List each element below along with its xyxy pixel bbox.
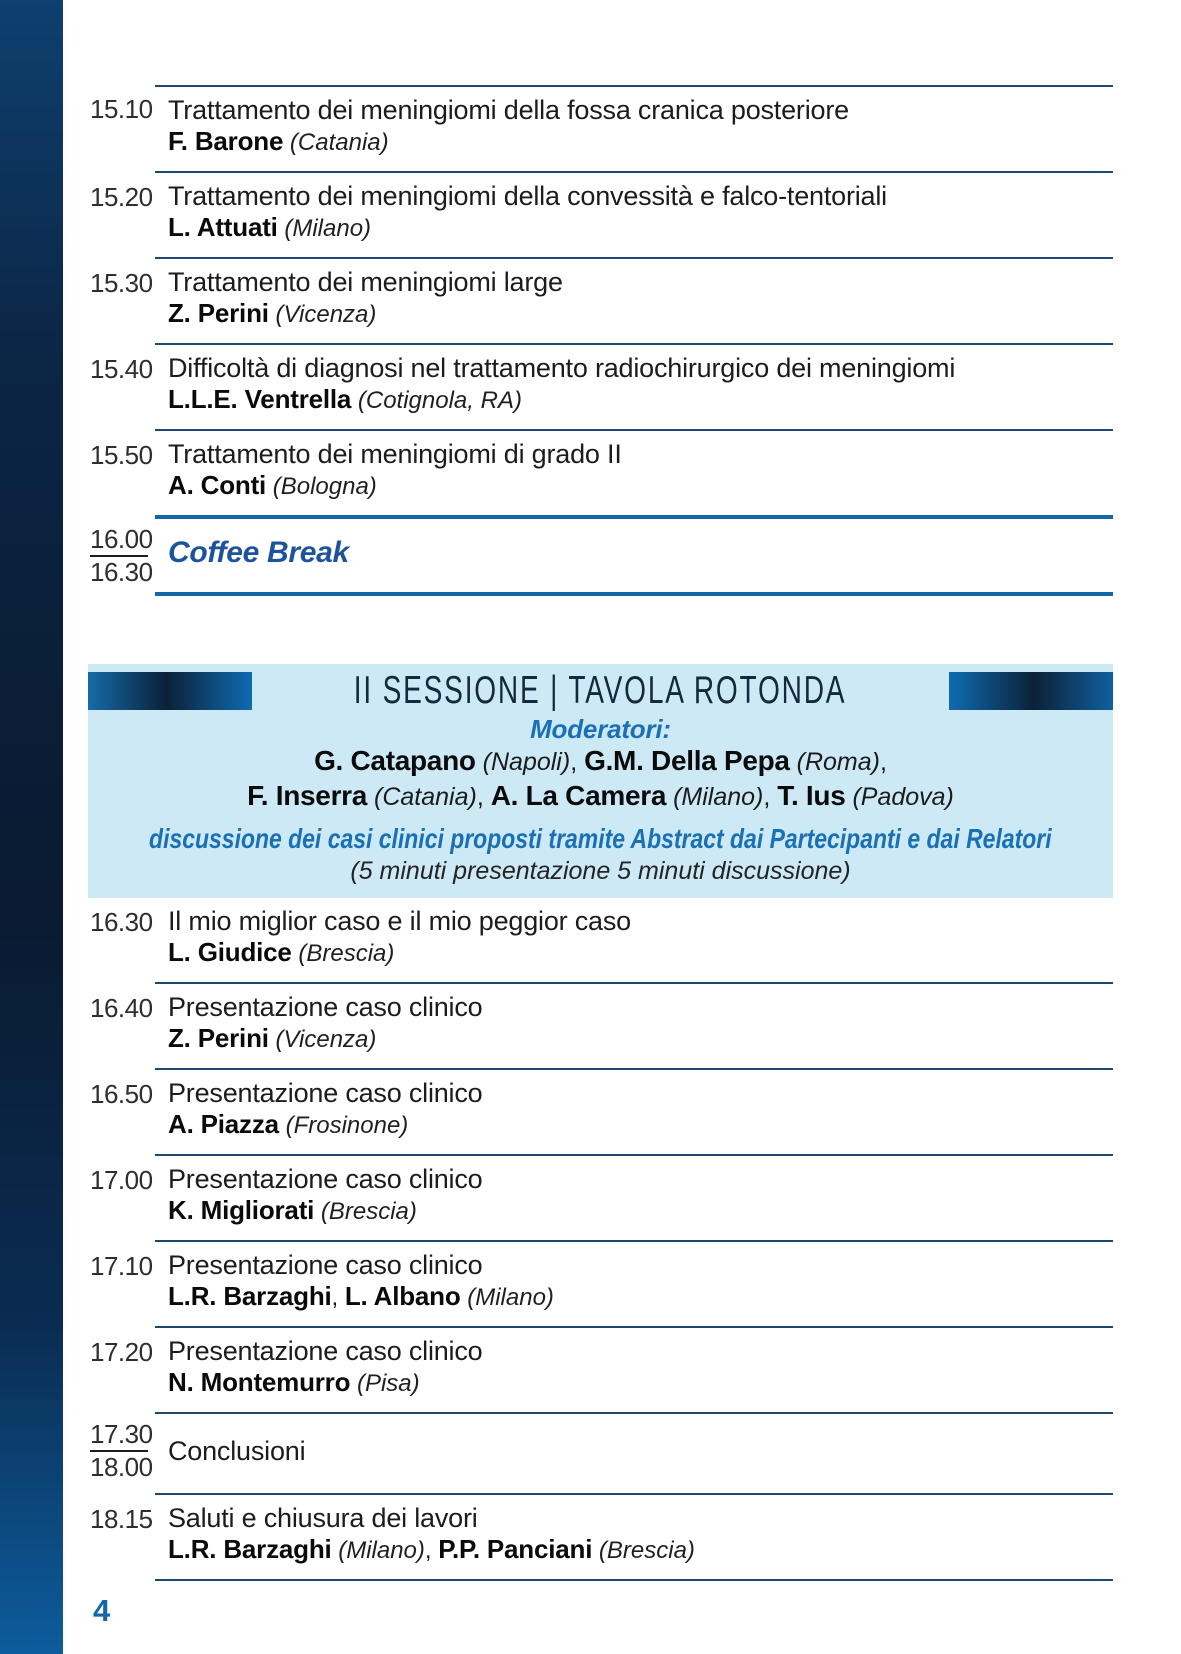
schedule-row xyxy=(90,1070,1113,1156)
session-time: 16.50 xyxy=(90,1079,153,1109)
row-body xyxy=(155,1414,1113,1495)
talk-speakers xyxy=(168,212,1113,244)
moderator-city: (Roma) xyxy=(796,748,880,776)
row-body xyxy=(155,259,1113,345)
time-start: 16.00 xyxy=(90,524,153,554)
speaker-name: L.L.E. Ventrella xyxy=(168,384,352,414)
speaker-name: K. Migliorati xyxy=(168,1195,315,1225)
session-time: 15.40 xyxy=(90,354,153,384)
moderator-city: (Padova) xyxy=(852,783,954,811)
coffee-break-label: Coffee Break xyxy=(168,536,349,569)
schedule-row xyxy=(90,1328,1113,1414)
speaker-name: N. Montemurro xyxy=(168,1367,351,1397)
talk-title: Trattamento dei meningiomi della convessità e falco-tentoriali xyxy=(168,181,887,211)
speaker-city: (Milano) xyxy=(284,215,372,242)
row-body xyxy=(155,85,1113,173)
speaker-name: L.R. Barzaghi xyxy=(168,1534,332,1564)
talk-speakers xyxy=(168,1109,1113,1141)
session-time: 16.30 xyxy=(90,907,153,937)
row-body xyxy=(155,1070,1113,1156)
schedule-row xyxy=(90,1414,1113,1495)
speaker-city: (Brescia) xyxy=(298,940,395,967)
moderator-city: (Catania) xyxy=(374,783,477,811)
talk-title: Conclusioni xyxy=(168,1435,306,1466)
row-body xyxy=(155,898,1113,984)
schedule-row xyxy=(90,1156,1113,1242)
session-title: II SESSIONE | TAVOLA ROTONDA xyxy=(354,669,847,712)
session-time: 16.40 xyxy=(90,993,153,1023)
speaker-city: (Cotignola, RA) xyxy=(357,387,522,414)
moderator-name: T. Ius xyxy=(777,780,846,811)
talk-title: Presentazione caso clinico xyxy=(168,1078,483,1108)
speaker-name: L.R. Barzaghi xyxy=(168,1281,332,1311)
moderator-name: A. La Camera xyxy=(490,780,667,811)
speaker-city: (Brescia) xyxy=(598,1537,695,1564)
moderator-name: F. Inserra xyxy=(247,780,368,811)
row-body xyxy=(155,519,1113,596)
talk-speakers xyxy=(168,298,1113,330)
talk-title: Trattamento dei meningiomi large xyxy=(168,267,563,297)
talk-title: Saluti e chiusura dei lavori xyxy=(168,1503,478,1533)
talk-title: Presentazione caso clinico xyxy=(168,1250,483,1280)
moderators-list xyxy=(88,744,1113,814)
schedule-row xyxy=(90,173,1113,259)
schedule-row xyxy=(90,898,1113,984)
session-panel xyxy=(88,664,1113,898)
schedule-part1 xyxy=(90,85,1113,596)
moderator-name: G.M. Della Pepa xyxy=(584,745,790,776)
row-body xyxy=(155,345,1113,431)
talk-speakers: L.R. Barzaghi, L. Albano (Milano) xyxy=(168,1281,554,1311)
title-bar-left-gradient xyxy=(88,672,252,710)
moderators-label: Moderatori: xyxy=(530,714,671,744)
speaker-city: (Vicenza) xyxy=(275,1026,377,1053)
speaker-city: (Pisa) xyxy=(356,1370,420,1397)
session-description: discussione dei casi clinici proposti tramite Abstract dai Partecipanti e dai Relatori xyxy=(149,823,1052,854)
time-start: 17.30 xyxy=(90,1419,153,1449)
schedule-row xyxy=(90,259,1113,345)
talk-speakers xyxy=(168,937,1113,969)
schedule-row xyxy=(90,519,1113,596)
row-body xyxy=(155,1495,1113,1581)
speaker-city: (Brescia) xyxy=(320,1198,417,1225)
speaker-name: L. Attuati xyxy=(168,212,278,242)
session-title-bar xyxy=(88,669,1113,712)
talk-speakers: L.R. Barzaghi (Milano), P.P. Panciani (Brescia) xyxy=(168,1534,695,1564)
session-time: 18.15 xyxy=(90,1504,153,1534)
speaker-name: A. Conti xyxy=(168,470,267,500)
talk-speakers xyxy=(168,470,1113,502)
speaker-city: (Catania) xyxy=(289,129,389,156)
moderator-name: G. Catapano xyxy=(314,745,476,776)
session-description-wrap xyxy=(88,822,1113,856)
session-time-range xyxy=(90,519,155,596)
moderators-line: F. Inserra (Catania), A. La Camera (Milano), T. Ius (Padova) xyxy=(247,780,954,811)
page-number: 4 xyxy=(93,1593,111,1628)
moderator-city: (Milano) xyxy=(673,783,764,811)
speaker-name: L. Albano xyxy=(344,1281,461,1311)
talk-title: Presentazione caso clinico xyxy=(168,992,483,1022)
speaker-name: A. Piazza xyxy=(168,1109,279,1139)
schedule-row xyxy=(90,1242,1113,1328)
left-accent-bar xyxy=(0,0,63,1654)
session-time: 15.10 xyxy=(90,94,153,124)
page-content xyxy=(63,0,1181,1654)
title-bar-right-gradient xyxy=(949,672,1113,710)
session-note: (5 minuti presentazione 5 minuti discussione) xyxy=(350,857,851,885)
row-body xyxy=(155,984,1113,1070)
session-time-range xyxy=(90,1414,155,1495)
talk-speakers xyxy=(168,1367,1113,1399)
speaker-city: (Milano) xyxy=(467,1284,554,1311)
row-body xyxy=(155,1328,1113,1414)
row-body xyxy=(155,1242,1113,1328)
speaker-name: Z. Perini xyxy=(168,298,269,328)
session-time: 15.20 xyxy=(90,182,153,212)
schedule-row xyxy=(90,85,1113,173)
speaker-name: F. Barone xyxy=(168,126,284,156)
session-time: 15.30 xyxy=(90,268,153,298)
schedule-part2 xyxy=(90,898,1113,1581)
time-end: 18.00 xyxy=(90,1452,153,1482)
talk-title: Presentazione caso clinico xyxy=(168,1336,483,1366)
moderator-city: (Napoli) xyxy=(482,748,571,776)
session-time: 17.10 xyxy=(90,1251,153,1281)
talk-title: Trattamento dei meningiomi di grado II xyxy=(168,439,622,469)
talk-title: Trattamento dei meningiomi della fossa cranica posteriore xyxy=(168,95,849,125)
talk-title: Difficoltà di diagnosi nel trattamento radiochirurgico dei meningiomi xyxy=(168,353,956,383)
speaker-city: (Vicenza) xyxy=(275,301,377,328)
talk-speakers xyxy=(168,384,1113,416)
session-time: 15.50 xyxy=(90,440,153,470)
speaker-name: P.P. Panciani xyxy=(438,1534,593,1564)
time-end: 16.30 xyxy=(90,557,153,587)
speaker-name: L. Giudice xyxy=(168,937,292,967)
row-body xyxy=(155,1156,1113,1242)
speaker-city: (Frosinone) xyxy=(285,1112,409,1139)
talk-speakers xyxy=(168,126,1113,158)
moderators-line: G. Catapano (Napoli), G.M. Della Pepa (Roma), xyxy=(314,745,887,776)
speaker-name: Z. Perini xyxy=(168,1023,269,1053)
schedule-row xyxy=(90,1495,1113,1581)
speaker-city: (Bologna) xyxy=(272,473,377,500)
row-body xyxy=(155,431,1113,519)
session-time: 17.20 xyxy=(90,1337,153,1367)
row-body xyxy=(155,173,1113,259)
session-time: 17.00 xyxy=(90,1165,153,1195)
schedule-row xyxy=(90,431,1113,519)
talk-title: Presentazione caso clinico xyxy=(168,1164,483,1194)
schedule-row xyxy=(90,345,1113,431)
talk-speakers xyxy=(168,1195,1113,1227)
speaker-city: (Milano) xyxy=(338,1537,425,1564)
talk-title: Il mio miglior caso e il mio peggior caso xyxy=(168,906,631,936)
schedule-row xyxy=(90,984,1113,1070)
talk-speakers xyxy=(168,1023,1113,1055)
